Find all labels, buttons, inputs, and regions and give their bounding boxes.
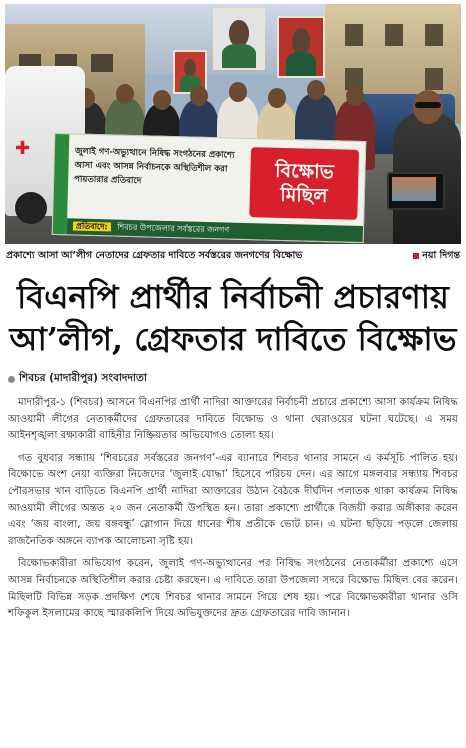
protest-banner bbox=[52, 133, 367, 243]
banner-organizer-text: শিবচর উপজেলার সর্বস্তরের জনগণ bbox=[117, 222, 230, 235]
sunglasses-icon bbox=[415, 102, 441, 108]
poster-portrait bbox=[277, 16, 325, 78]
banner-title-line2: মিছিল bbox=[280, 183, 328, 208]
headline-line1: বিএনপি প্রার্থীর নির্বাচনী প্রচারণায় bbox=[17, 278, 449, 316]
banner-text: জুলাই গণ-অভ্যুত্থানে নিষিদ্ধ সংগঠনের প্রকাশ্যে আসা এবং আসন্ন নির্বাচনকে অস্থিতিশীল করা পায়তারার প্রতিবাদে bbox=[74, 146, 235, 187]
photo-credit-text: নয়া দিগন্ত bbox=[422, 249, 460, 261]
bullet-icon bbox=[8, 376, 15, 383]
news-photo bbox=[5, 4, 461, 244]
photo-credit bbox=[413, 249, 460, 264]
smartphone-icon bbox=[387, 172, 445, 210]
banner-organizer-tag: প্রতিবাদে: bbox=[73, 221, 111, 231]
square-bullet-icon bbox=[413, 253, 419, 259]
headline-line2: আ’লীগ, গ্রেফতার দাবিতে বিক্ষোভ bbox=[9, 320, 457, 358]
article-paragraph: গত বুধবার সন্ধ্যায় ‘শিবচরের সর্বস্তরের জনগণ’-এর ব্যানারে শিবচর থানার সামনে এ কর্মসূচি পালিত হয়। বিক্ষোভে অংশ নেয়া ব্যক্তিরা নিজেদের ‘জুলাই যোদ্ধা’ হিসেবে পরিচয় দেন। এর আগে মঙ্গলবার সন্ধ্যায় শিবচর পৌরসভার খান বাড়িতে বিএনপি প্রার্থী নাদিরা আক্তারের উঠান বৈঠকে দীর্ঘদিন পলাতক থাকা কার্যক্রম নিষিদ্ধ আওয়ামী লীগের অন্তত ২০ জন নেতাকর্মী উপস্থিত হন। তারা প্রকাশ্যে প্রার্থীকে বিজয়ী করার অঙ্গীকার করেন এবং ‘জয় বাংলা, জয় বঙ্গবন্ধু’ স্লোগান দিয়ে ধানের শীষ প্রতীকে ভোট চান। এ ঘটনা ছড়িয়ে পড়লে জেলায় রাজনৈতিক অঙ্গনে ব্যাপক আলোচনা সৃষ্টি হয়। bbox=[8, 452, 458, 547]
article-paragraph: মাদারীপুর-১ (শিবচর) আসনে বিএনপির প্রার্থী নাদিরা আক্তারের নির্বাচনী প্রচারে প্রকাশ্যে আসা কার্যক্রম নিষিদ্ধ আওয়ামী লীগের নেতাকর্মীদের গ্রেফতারের দাবিতে বিক্ষোভ ও থানা ঘেরাওয়ের ঘটনা ঘটেছে। এ সময় আইনশৃঙ্খলা রক্ষাকারী বাহিনীর নিষ্ক্রিয়তার অভিযোগও তোলা হয়। bbox=[8, 397, 458, 442]
byline bbox=[8, 371, 147, 387]
headline bbox=[6, 276, 460, 360]
banner-title-box bbox=[249, 147, 359, 220]
banner-title-line1: বিক্ষোভ bbox=[274, 159, 335, 184]
byline-text: শিবচর (মাদারীপুর) সংবাদদাতা bbox=[19, 371, 147, 384]
photo-caption bbox=[6, 247, 460, 265]
article-paragraph: বিক্ষোভকারীরা অভিযোগ করেন, জুলাই গণ-অভ্যুত্থানের পর নিষিদ্ধ সংগঠনের নেতাকর্মীরা প্রকাশ্যে এসে আসন্ন নির্বাচনকে অস্থিতিশীল করার চেষ্টা করছেন। এ দাবিতে তারা উপজেলা সদরে বিক্ষোভ মিছিল বের করেন। মিছিলটি বিভিন্ন সড়ক প্রদক্ষিণ শেষে শিবচর থানার সামনে গিয়ে শেষ হয়। পরে বিক্ষোভকারীরা থানার ওসি শফিকুল ইসলামের কাছে স্মারকলিপি দিয়ে অভিযুক্তদের দ্রুত গ্রেফতারের দাবি জানান। bbox=[8, 558, 458, 620]
article-body bbox=[8, 395, 458, 629]
poster-portrait bbox=[213, 8, 265, 70]
red-cross-icon: ✚ bbox=[15, 138, 31, 159]
caption-text: প্রকাশ্যে আসা আ’লীগ নেতাদের গ্রেফতার দাবিতে সর্বস্তরের জনগণের বিক্ষোভ bbox=[6, 249, 303, 261]
